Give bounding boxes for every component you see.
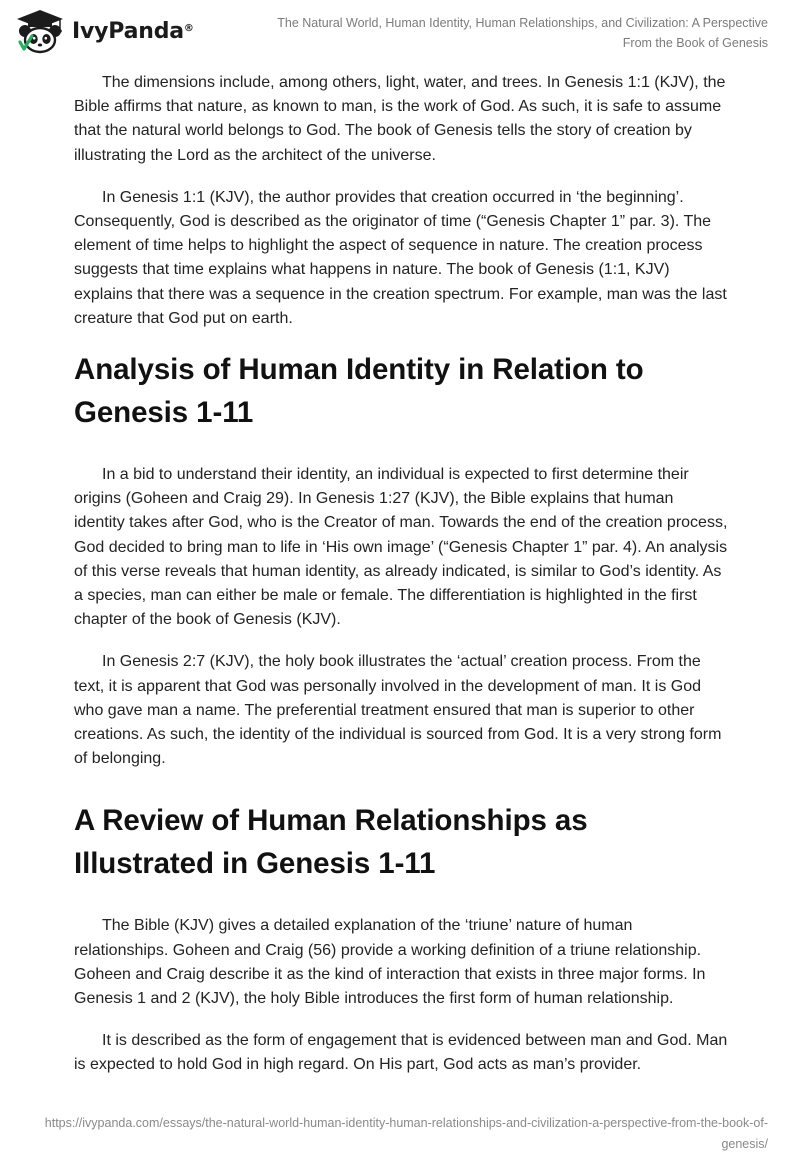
paragraph: In Genesis 2:7 (KJV), the holy book illustrates the ‘actual’ creation process. From the text, it is apparent that God was personally involved in the development of man. It is God who gave man a name. The preferential treatment ensured that man is superior to other creations. As such, the identity of the individual is sourced from God. It is a very strong form of belonging. (74, 653, 722, 768)
article-body (74, 71, 728, 1096)
logo-text: IvyPanda® (72, 18, 194, 44)
paragraph: It is described as the form of engagement that is evidenced between man and God. Man is expected to hold God in high regard. On His part, God acts as man’s provider. (74, 1032, 728, 1074)
section-heading: A Review of Human Relationships as Illustrated in Genesis 1-11 (74, 804, 588, 880)
paragraph: In a bid to understand their identity, an individual is expected to first determine their origins (Goheen and Craig 29). In Genesis 1:27 (KJV), the Bible explains that human identity takes after God, who is the Creator of man. Towards the end of the creation process, God decided to bring man to life in ‘His own image’ (“Genesis Chapter 1” par. 4). An analysis of this verse reveals that human identity, as already indicated, is similar to God’s identity. As a species, man can either be male or female. The differentiation is highlighted in the first chapter of the book of Genesis (KJV). (74, 466, 728, 629)
panda-graduate-icon (14, 8, 66, 54)
document-title: The Natural World, Human Identity, Human Relationships, and Civilization: A Perspective From the Book of Genesis (277, 16, 768, 50)
page-header (0, 0, 800, 60)
ivypanda-logo[interactable] (14, 8, 194, 54)
paragraph: The Bible (KJV) gives a detailed explanation of the ‘triune’ nature of human relationships. Goheen and Craig (56) provide a working definition of a triune relationship. Goheen and Craig describe it as the kind of interaction that exists in three major forms. In Genesis 1 and 2 (KJV), the holy Bible introduces the first form of human relationship. (74, 917, 706, 1008)
section-heading: Analysis of Human Identity in Relation to Genesis 1-11 (74, 353, 644, 429)
paragraph: The dimensions include, among others, light, water, and trees. In Genesis 1:1 (KJV), the Bible affirms that nature, as known to man, is the work of God. As such, it is safe to assume that the natural world belongs to God. The book of Genesis tells the story of creation by illustrating the Lord as the architect of the universe. (74, 74, 726, 164)
source-url-link[interactable]: https://ivypanda.com/essays/the-natural-world-human-identity-human-relationships-and-civilization-a-perspective-from-the-book-of-genesis/ (44, 1116, 768, 1151)
paragraph: In Genesis 1:1 (KJV), the author provides that creation occurred in ‘the beginning’. Consequently, God is described as the originator of time (“Genesis Chapter 1” par. 3). The element of time helps to highlight the aspect of sequence in nature. The creation process suggests that time explains what happens in nature. The book of Genesis (1:1, KJV) explains that there was a sequence in the creation spectrum. For example, man was the last creature that God put on earth. (74, 188, 727, 327)
